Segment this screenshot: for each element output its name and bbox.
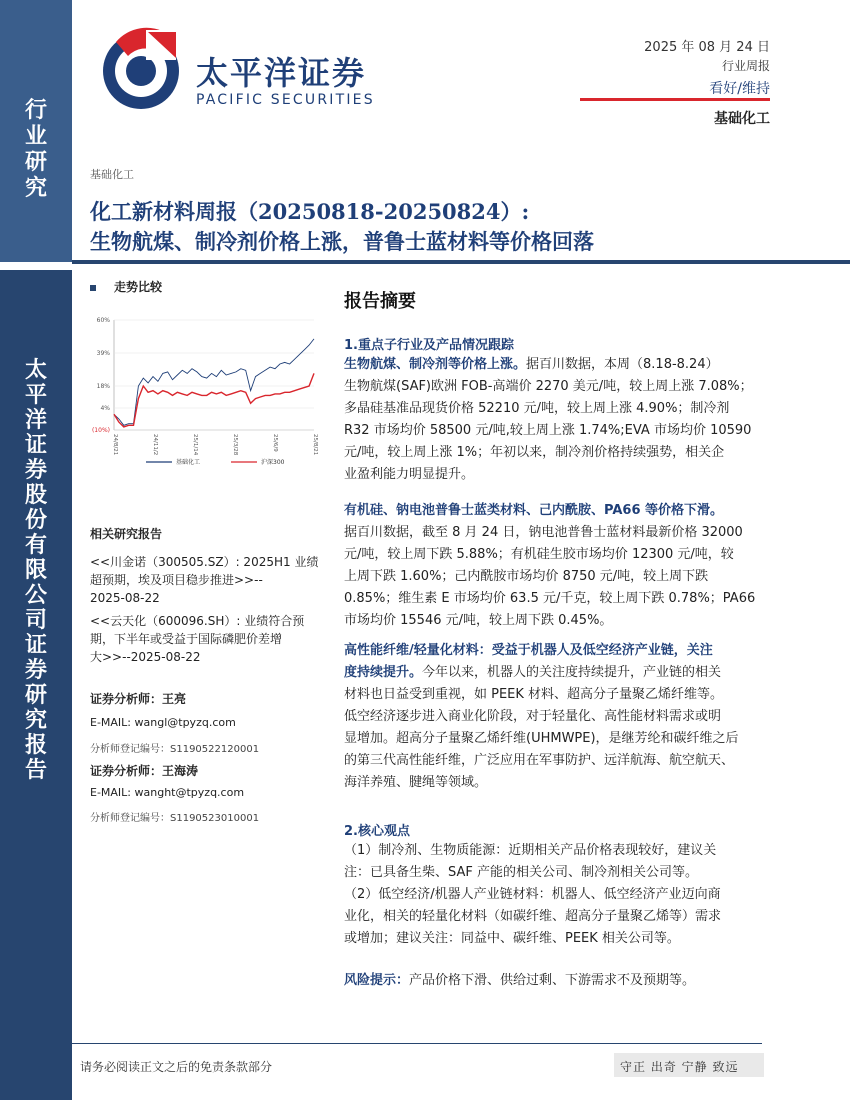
header-accent-line [580, 98, 770, 101]
chart-y-ticks [92, 317, 110, 434]
sidebar-char: 股 [24, 483, 47, 508]
report-title-line-1: 化工新材料周报（20250818-20250824）: [90, 199, 530, 224]
paragraph-2-line: 元/吨，较上周下跌 5.88%；有机硅生胶市场均价 12300 元/吨，较 [344, 547, 734, 562]
related-report-line: 超预期，埃及项目稳步推进>>-- [90, 573, 263, 587]
paragraph-2-line: 据百川数据，截至 8 月 24 日，钠电池普鲁士蓝材料最新价格 32000 [344, 525, 743, 540]
risk-warning [344, 970, 778, 992]
chart-x-tick-label: 24/8/21 [112, 434, 118, 456]
chart-series [114, 339, 314, 427]
paragraph-1-line: 生物航煤(SAF)欧洲 FOB-高端价 2270 美元/吨，较上周上涨 7.08%； [344, 379, 753, 394]
sidebar-bottom-band [0, 270, 72, 1100]
core-view-line: （2）低空经济/机器人产业链材料：机器人、低空经济产业迈向商 [344, 887, 721, 902]
chart-series-line [114, 339, 314, 425]
paragraph-1-line: 元/吨，较上周上涨 1%；年初以来，制冷剂价格持续强势，相关企 [344, 445, 725, 460]
paragraph-3-line: 显增加。超高分子量聚乙烯纤维(UHMWPE)，是继芳纶和碳纤维之后 [344, 731, 739, 746]
paragraph-2-highlight: 有机硅、钠电池普鲁士蓝类材料、己内酰胺、PA66 等价格下滑。 [344, 503, 724, 518]
sidebar-char: 研 [24, 150, 47, 175]
logo-icon [96, 24, 186, 114]
chart-legend-label: 基础化工 [176, 459, 201, 466]
paragraph-1-line: 据百川数据，本周（8.18-8.24） [526, 357, 719, 372]
title-divider [72, 260, 850, 264]
sidebar-char: 券 [24, 658, 47, 683]
paragraph-1-line: 业盈利能力明显提升。 [344, 467, 475, 482]
analyst-1-reg: 分析师登记编号：S1190522120001 [90, 744, 260, 755]
logo-text-en: PACIFIC SECURITIES [196, 92, 375, 108]
report-type: 行业周报 [721, 59, 770, 73]
square-bullet-icon [90, 285, 96, 291]
related-report-item[interactable] [90, 553, 326, 607]
sidebar-char: 究 [24, 176, 47, 201]
chart-x-tick-label: 25/8/21 [312, 434, 318, 456]
sidebar-char: 有 [24, 533, 47, 558]
related-report-line: 大>>--2025-08-22 [90, 650, 201, 664]
paragraph-2 [344, 500, 778, 632]
core-views [344, 840, 778, 950]
footer-motto: 守正 出奇 宁静 致远 [620, 1060, 739, 1074]
sidebar-char: 券 [24, 458, 47, 483]
paragraph-3-line: 今年以来，机器人的关注度持续提升，产业链的相关 [422, 665, 722, 680]
abstract-title: 报告摘要 [344, 291, 416, 312]
paragraph-3-line: 海洋养殖、腱绳等领域。 [344, 775, 488, 790]
related-report-line: <<云天化（600096.SH）: 业绩符合预 [90, 614, 305, 628]
report-title-line-2: 生物航煤、制冷剂价格上涨，普鲁士蓝材料等价格回落 [90, 229, 594, 254]
sidebar [0, 0, 72, 1100]
related-report-item[interactable] [90, 612, 326, 666]
analyst-2-name: 证券分析师：王海涛 [90, 764, 199, 778]
paragraph-3 [344, 640, 778, 794]
core-view-line: 业化，相关的轻量化材料（如碳纤维、超高分子量聚乙烯等）需求 [344, 909, 722, 924]
chart-x-ticks [112, 434, 318, 456]
chart-y-tick-label: 39% [96, 350, 110, 357]
sidebar-char: 研 [24, 683, 47, 708]
sidebar-char: 限 [24, 558, 47, 583]
core-view-line: 注：已具备生柴、SAF 产能的相关公司、制冷剂相关公司等。 [344, 865, 698, 880]
analyst-2-reg: 分析师登记编号：S1190523010001 [90, 813, 260, 824]
chart-y-tick-label: (10%) [91, 427, 110, 434]
paragraph-3-highlight: 度持续提升。 [344, 665, 423, 680]
paragraph-3-line: 材料也日益受到重视，如 PEEK 材料、超高分子量聚乙烯纤维等。 [344, 687, 724, 702]
paragraph-2-line: 0.85%；维生素 E 市场均价 63.5 元/千克，较上周下跌 0.78%；PA66 [344, 591, 756, 606]
header-sector: 基础化工 [714, 111, 770, 127]
chart-series-line [114, 373, 314, 427]
sidebar-top-band [0, 0, 72, 262]
sidebar-char: 业 [24, 124, 47, 149]
section-1-heading: 1.重点子行业及产品情况跟踪 [344, 338, 514, 353]
trend-chart [86, 310, 326, 480]
chart-x-tick-label: 25/6/9 [272, 434, 278, 452]
sidebar-char: 平 [24, 383, 47, 408]
paragraph-1-highlight: 生物航煤、制冷剂等价格上涨。 [344, 357, 527, 372]
core-view-line: 或增加；建议关注：同益中、碳纤维、PEEK 相关公司等。 [344, 931, 680, 946]
paragraph-3-line: 的第三代高性能纤维，广泛应用在军事防护、远洋航海、航空航天、 [344, 753, 735, 768]
sidebar-char: 报 [24, 733, 47, 758]
chart-x-tick-label: 25/3/28 [232, 434, 238, 456]
analyst-1-email[interactable]: E-MAIL: wangl@tpyzq.com [90, 716, 236, 729]
chart-y-tick-label: 4% [100, 405, 110, 412]
footer-divider [72, 1043, 762, 1044]
sidebar-bottom-label [0, 358, 72, 783]
sidebar-char: 份 [24, 508, 47, 533]
report-date: 2025 年 08 月 24 日 [644, 40, 770, 55]
related-report-line: <<川金诺（300505.SZ）: 2025H1 业绩 [90, 555, 319, 569]
sidebar-char: 公 [24, 583, 47, 608]
sector-label: 基础化工 [90, 168, 134, 181]
paragraph-1-line: R32 市场均价 58500 元/吨,较上周上涨 1.74%;EVA 市场均价 10590 [344, 423, 752, 438]
paragraph-1-line: 多晶硅基准品现货价格 52210 元/吨，较上周上涨 4.90%；制冷剂 [344, 401, 730, 416]
section-2-heading: 2.核心观点 [344, 824, 410, 839]
paragraph-1 [344, 354, 778, 486]
chart-y-tick-label: 60% [96, 317, 110, 324]
risk-warning-text: 产品价格下滑、供给过剩、下游需求不及预期等。 [409, 973, 696, 988]
chart-x-tick-label: 24/11/2 [152, 434, 158, 456]
chart-legend-label: 沪深300 [261, 459, 285, 466]
trend-heading-text: 走势比较 [114, 280, 163, 294]
related-reports-heading: 相关研究报告 [90, 527, 163, 541]
footer-disclaimer: 请务必阅读正文之后的免责条款部分 [80, 1060, 273, 1074]
trend-heading [90, 278, 162, 295]
paragraph-3-line: 低空经济逐步进入商业化阶段，对于轻量化、高性能材料需求或明 [344, 709, 722, 724]
sidebar-top-label [0, 98, 72, 202]
sidebar-char: 告 [24, 758, 47, 783]
core-view-line: （1）制冷剂、生物质能源：近期相关产品价格表现较好，建议关 [344, 843, 717, 858]
related-report-line: 2025-08-22 [90, 591, 160, 605]
sidebar-char: 证 [24, 433, 47, 458]
sidebar-char: 行 [24, 98, 47, 123]
sidebar-char: 洋 [24, 408, 47, 433]
rating: 看好/维持 [709, 81, 770, 97]
related-report-line: 期，下半年或受益于国际磷肥价差增 [90, 632, 283, 646]
chart-y-tick-label: 18% [96, 383, 110, 390]
analyst-2-email[interactable]: E-MAIL: wanght@tpyzq.com [90, 786, 245, 799]
sidebar-char: 究 [24, 708, 47, 733]
analyst-1-name: 证券分析师：王亮 [90, 692, 187, 706]
paragraph-2-line: 市场均价 15546 元/吨，较上周下跌 0.45%。 [344, 613, 613, 628]
sidebar-char: 太 [24, 358, 47, 383]
chart-x-tick-label: 25/1/14 [192, 434, 198, 456]
sidebar-char: 证 [24, 633, 47, 658]
logo-text-cn: 太平洋证券 [196, 54, 367, 92]
paragraph-3-highlight: 高性能纤维/轻量化材料：受益于机器人及低空经济产业链，关注 [344, 643, 713, 658]
sidebar-char: 司 [24, 608, 47, 633]
risk-warning-label: 风险提示： [344, 973, 410, 988]
chart-legend [146, 458, 285, 466]
paragraph-2-line: 上周下跌 1.60%；己内酰胺市场均价 8750 元/吨，较上周下跌 [344, 569, 709, 584]
